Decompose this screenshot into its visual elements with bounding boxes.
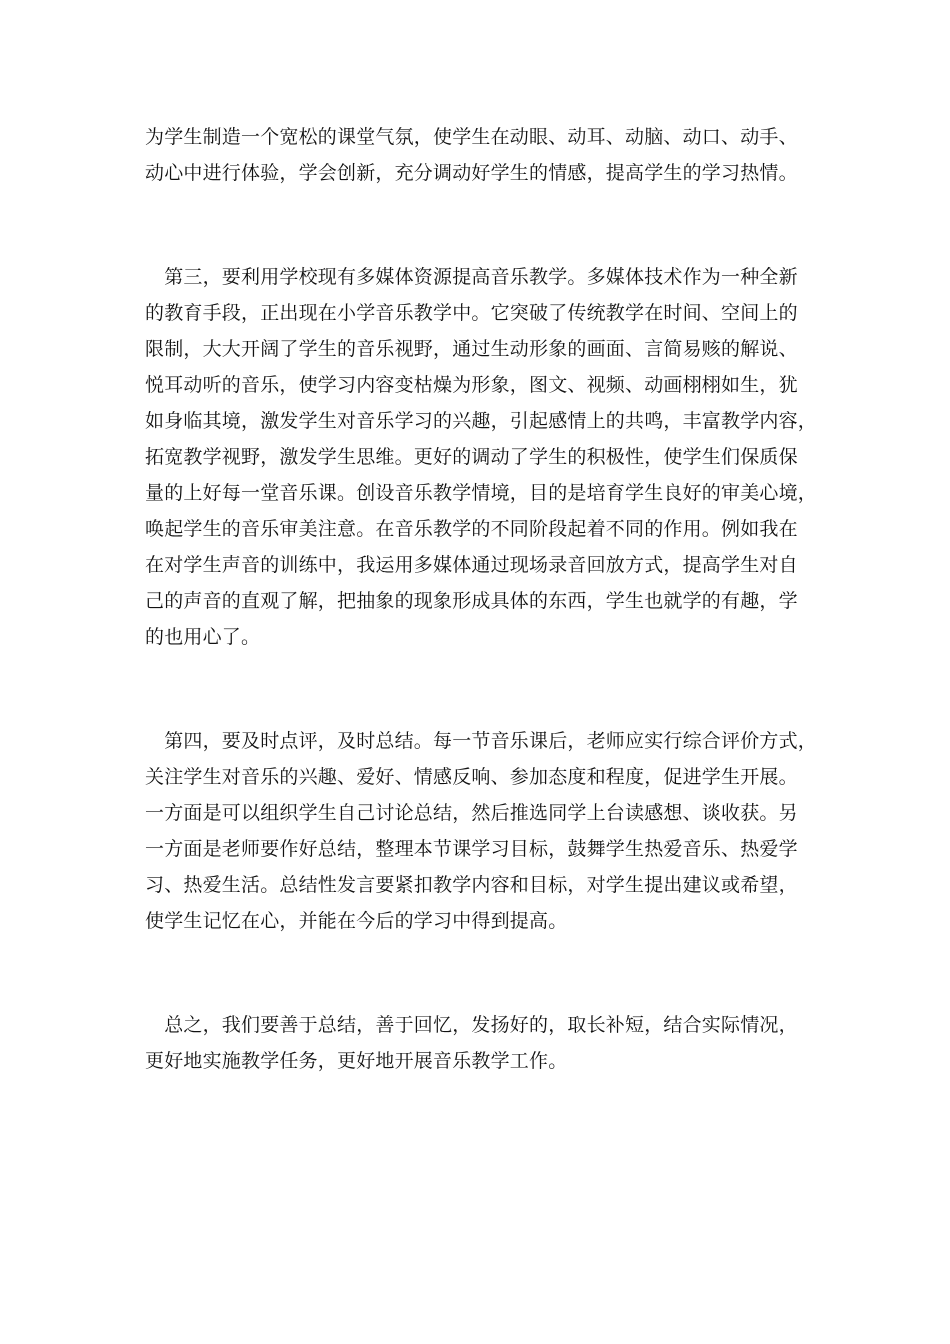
paragraph-2-line-1: 第三，要利用学校现有多媒体资源提高音乐教学。多媒体技术作为一种全新 (145, 266, 798, 288)
paragraph-1-line-1: 为学生制造一个宽松的课堂气氛，使学生在动眼、动耳、动脑、动口、动手、 (145, 126, 798, 148)
paragraph-3-line-2: 关注学生对音乐的兴趣、爱好、情感反响、参加态度和程度，促进学生开展。 (145, 766, 798, 788)
paragraph-2-line-7: 量的上好每一堂音乐课。创设音乐教学情境，目的是培育学生良好的审美心境， (145, 482, 818, 504)
paragraph-1-line-2: 动心中进行体验，学会创新，充分调动好学生的情感，提高学生的学习热情。 (145, 162, 798, 184)
paragraph-2-line-5: 如身临其境，激发学生对音乐学习的兴趣，引起感情上的共鸣，丰富教学内容， (145, 410, 818, 432)
paragraph-4-line-2: 更好地实施教学任务，更好地开展音乐教学工作。 (145, 1050, 568, 1072)
paragraph-2-line-2: 的教育手段，正出现在小学音乐教学中。它突破了传统教学在时间、空间上的 (145, 302, 798, 324)
paragraph-3-line-6: 使学生记忆在心，并能在今后的学习中得到提高。 (145, 910, 568, 932)
paragraph-2-line-10: 己的声音的直观了解，把抽象的现象形成具体的东西，学生也就学的有趣，学 (145, 590, 798, 612)
paragraph-2-line-8: 唤起学生的音乐审美注意。在音乐教学的不同阶段起着不同的作用。例如我在 (145, 518, 798, 540)
paragraph-3-line-4: 一方面是老师要作好总结，整理本节课学习目标，鼓舞学生热爱音乐、热爱学 (145, 838, 798, 860)
paragraph-2-line-6: 拓宽教学视野，激发学生思维。更好的调动了学生的积极性，使学生们保质保 (145, 446, 798, 468)
paragraph-2-line-11: 的也用心了。 (145, 626, 261, 648)
paragraph-3-line-1: 第四，要及时点评，及时总结。每一节音乐课后，老师应实行综合评价方式， (145, 730, 818, 752)
paragraph-2-line-4: 悦耳动听的音乐，使学习内容变枯燥为形象，图文、视频、动画栩栩如生，犹 (145, 374, 798, 396)
paragraph-2-line-9: 在对学生声音的训练中，我运用多媒体通过现场录音回放方式，提高学生对自 (145, 554, 798, 576)
paragraph-4-line-1: 总之，我们要善于总结，善于回忆，发扬好的，取长补短，结合实际情况， (145, 1014, 798, 1036)
paragraph-3-line-5: 习、热爱生活。总结性发言要紧扣教学内容和目标，对学生提出建议或希望， (145, 874, 798, 896)
paragraph-2-line-3: 限制，大大开阔了学生的音乐视野，通过生动形象的画面、言简易赅的解说、 (145, 338, 798, 360)
paragraph-3-line-3: 一方面是可以组织学生自己讨论总结，然后推选同学上台读感想、谈收获。另 (145, 802, 798, 824)
